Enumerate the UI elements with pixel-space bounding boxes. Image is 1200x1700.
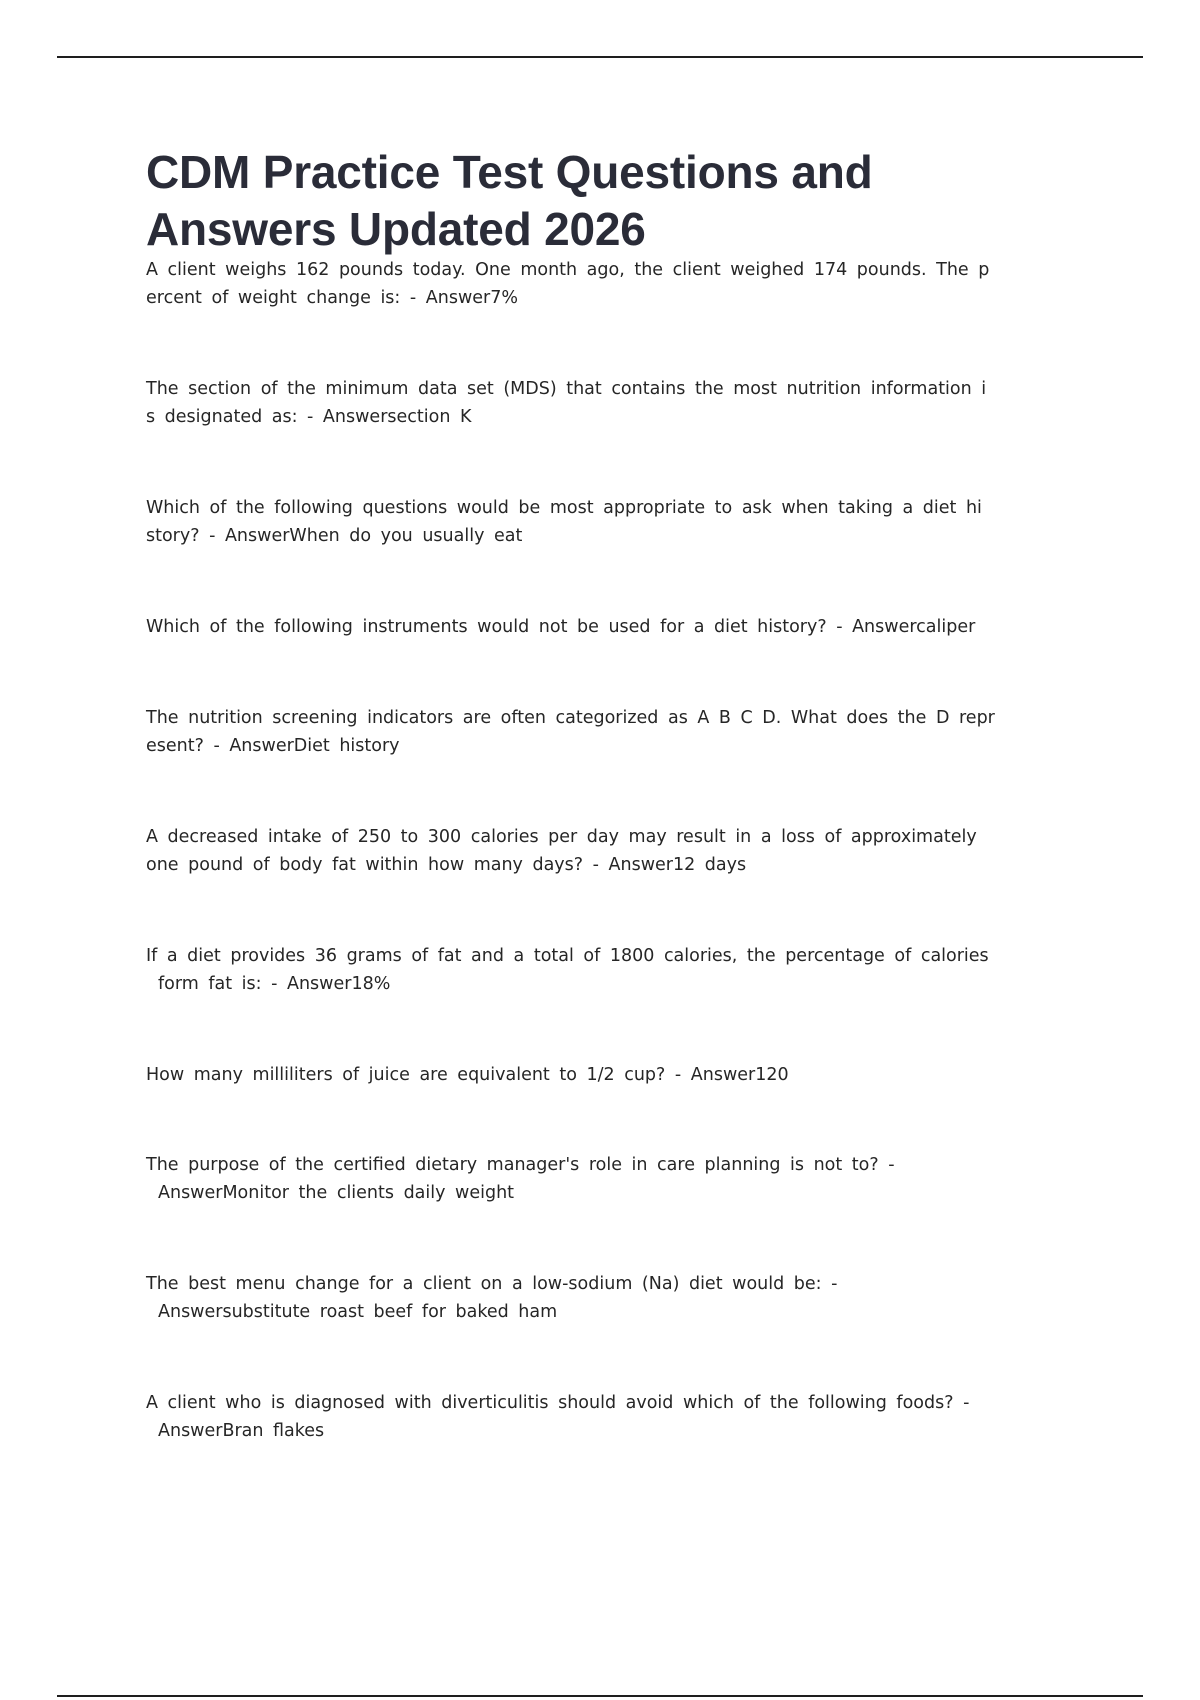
question-line-continued: ercent of weight change is: - Answer7% (146, 288, 518, 308)
question-line-continued: one pound of body fat within how many days? - Answer12 days (146, 855, 747, 875)
question-line: If a diet provides 36 grams of fat and a total of 1800 calories, the percentage of calories (146, 946, 989, 966)
question-line: A client weighs 162 pounds today. One month ago, the client weighed 174 pounds. The p (146, 260, 990, 280)
question-line: Which of the following questions would be most appropriate to ask when taking a diet hi (146, 498, 982, 518)
qa-item-care-planning (146, 1151, 1056, 1207)
qa-item-instruments (146, 613, 1056, 641)
qa-item-diet-history-question (146, 494, 1056, 550)
question-line: The best menu change for a client on a low-sodium (Na) diet would be: - (146, 1274, 838, 1294)
question-line: The nutrition screening indicators are often categorized as A B C D. What does the D repr (146, 708, 995, 728)
page-title (146, 144, 1106, 258)
qa-item-low-sodium (146, 1270, 1056, 1326)
qa-item-calorie-deficit (146, 823, 1056, 879)
question-line: A decreased intake of 250 to 300 calories per day may result in a loss of approximately (146, 827, 977, 847)
question-line: Which of the following instruments would not be used for a diet history? - Answercaliper (146, 617, 976, 637)
bottom-divider (57, 1695, 1143, 1697)
question-line-continued: Answersubstitute roast beef for baked ham (158, 1302, 558, 1322)
qa-item-fat-percentage (146, 942, 1056, 998)
qa-item-diverticulitis (146, 1389, 1056, 1445)
question-line-continued: AnswerMonitor the clients daily weight (158, 1183, 515, 1203)
qa-item-milliliters (146, 1061, 1056, 1089)
question-line: The purpose of the certified dietary manager's role in care planning is not to? - (146, 1155, 895, 1175)
question-line-continued: esent? - AnswerDiet history (146, 736, 400, 756)
qa-item-weight-change (146, 256, 1056, 312)
top-divider (57, 56, 1143, 58)
qa-item-mds-section (146, 375, 1056, 431)
qa-item-abcd-indicators (146, 704, 1056, 760)
question-line-continued: s designated as: - Answersection K (146, 407, 472, 427)
question-line-continued: story? - AnswerWhen do you usually eat (146, 526, 523, 546)
title-line-2: Answers Updated 2026 (146, 203, 646, 255)
question-line: A client who is diagnosed with diverticulitis should avoid which of the following foods? - (146, 1393, 970, 1413)
question-line-continued: AnswerBran flakes (158, 1421, 325, 1441)
question-line-continued: form fat is: - Answer18% (158, 974, 391, 994)
question-line: The section of the minimum data set (MDS) that contains the most nutrition information i (146, 379, 987, 399)
question-line: How many milliliters of juice are equivalent to 1/2 cup? - Answer120 (146, 1065, 789, 1085)
title-line-1: CDM Practice Test Questions and (146, 146, 873, 198)
